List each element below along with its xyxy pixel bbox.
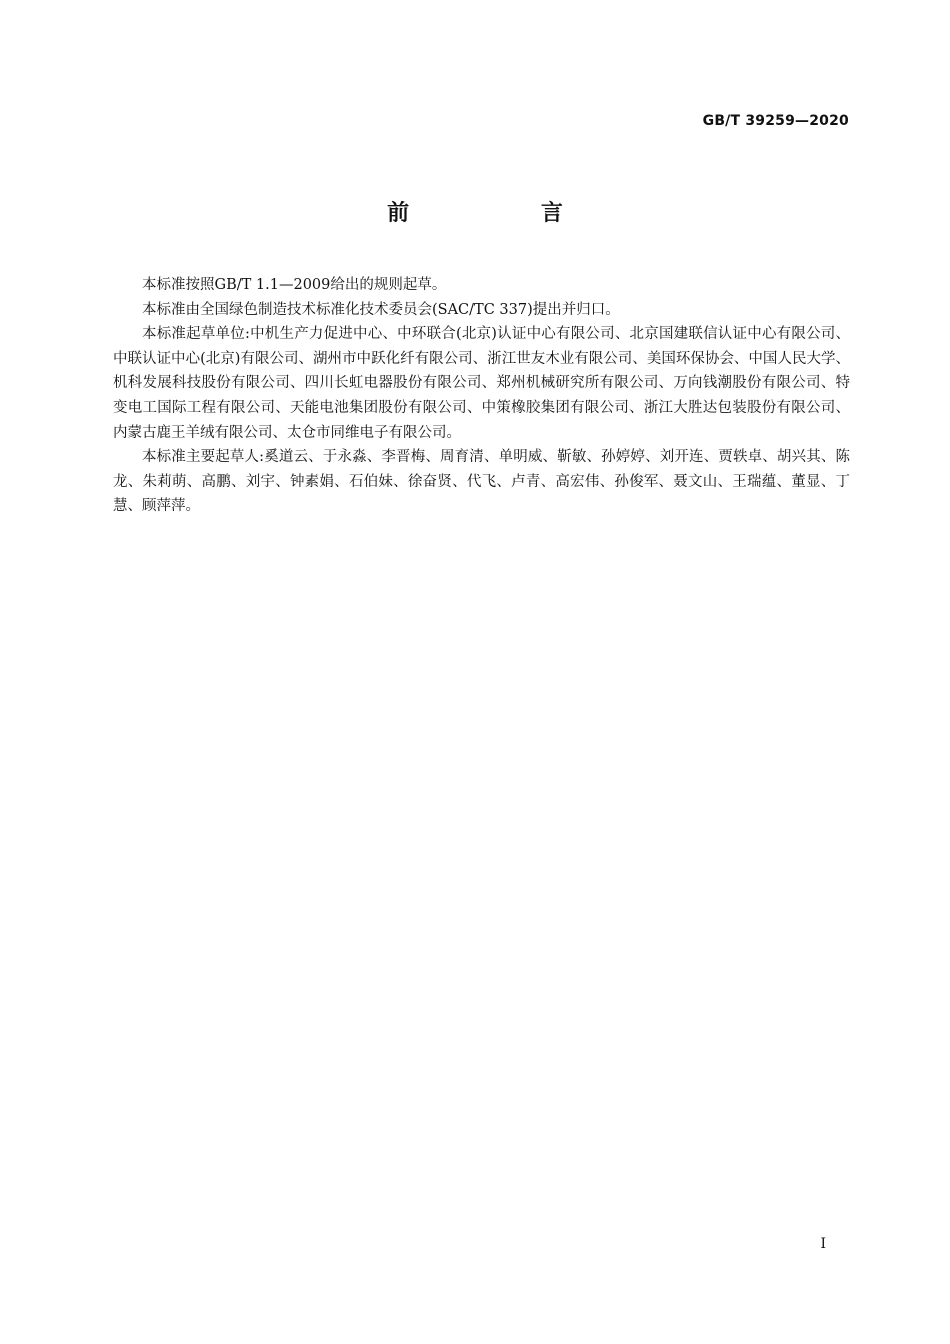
paragraph-drafters: 本标准主要起草人:奚道云、于永淼、李晋梅、周育清、单明威、靳敏、孙婷婷、刘开连、贾轶卓、胡兴其、陈龙、朱莉萌、高鹏、刘宇、钟素娟、石伯妹、徐奋贤、代飞、卢青、高宏伟、孙俊军、聂文山、王瑞蕴、董显、丁慧、顾萍萍。	[113, 449, 850, 515]
paragraph-drafting-rules: 本标准按照GB/T 1.1—2009给出的规则起草。	[142, 277, 447, 293]
foreword-body	[113, 273, 850, 519]
page-title: 前 言	[387, 201, 625, 226]
page-number: I	[820, 1236, 826, 1252]
standard-number: GB/T 39259—2020	[702, 113, 849, 129]
paragraph-drafting-units: 本标准起草单位:中机生产力促进中心、中环联合(北京)认证中心有限公司、北京国建联信认证中心有限公司、中联认证中心(北京)有限公司、湖州市中跃化纤有限公司、浙江世友木业有限公司、美国环保协会、中国人民大学、机科发展科技股份有限公司、四川长虹电器股份有限公司、郑州机械研究所有限公司、万向钱潮股份有限公司、特变电工国际工程有限公司、天能电池集团股份有限公司、中策橡胶集团有限公司、浙江大胜达包装股份有限公司、内蒙古鹿王羊绒有限公司、太仓市同维电子有限公司。	[113, 326, 850, 441]
paragraph-proposer: 本标准由全国绿色制造技术标准化技术委员会(SAC/TC 337)提出并归口。	[142, 301, 620, 318]
